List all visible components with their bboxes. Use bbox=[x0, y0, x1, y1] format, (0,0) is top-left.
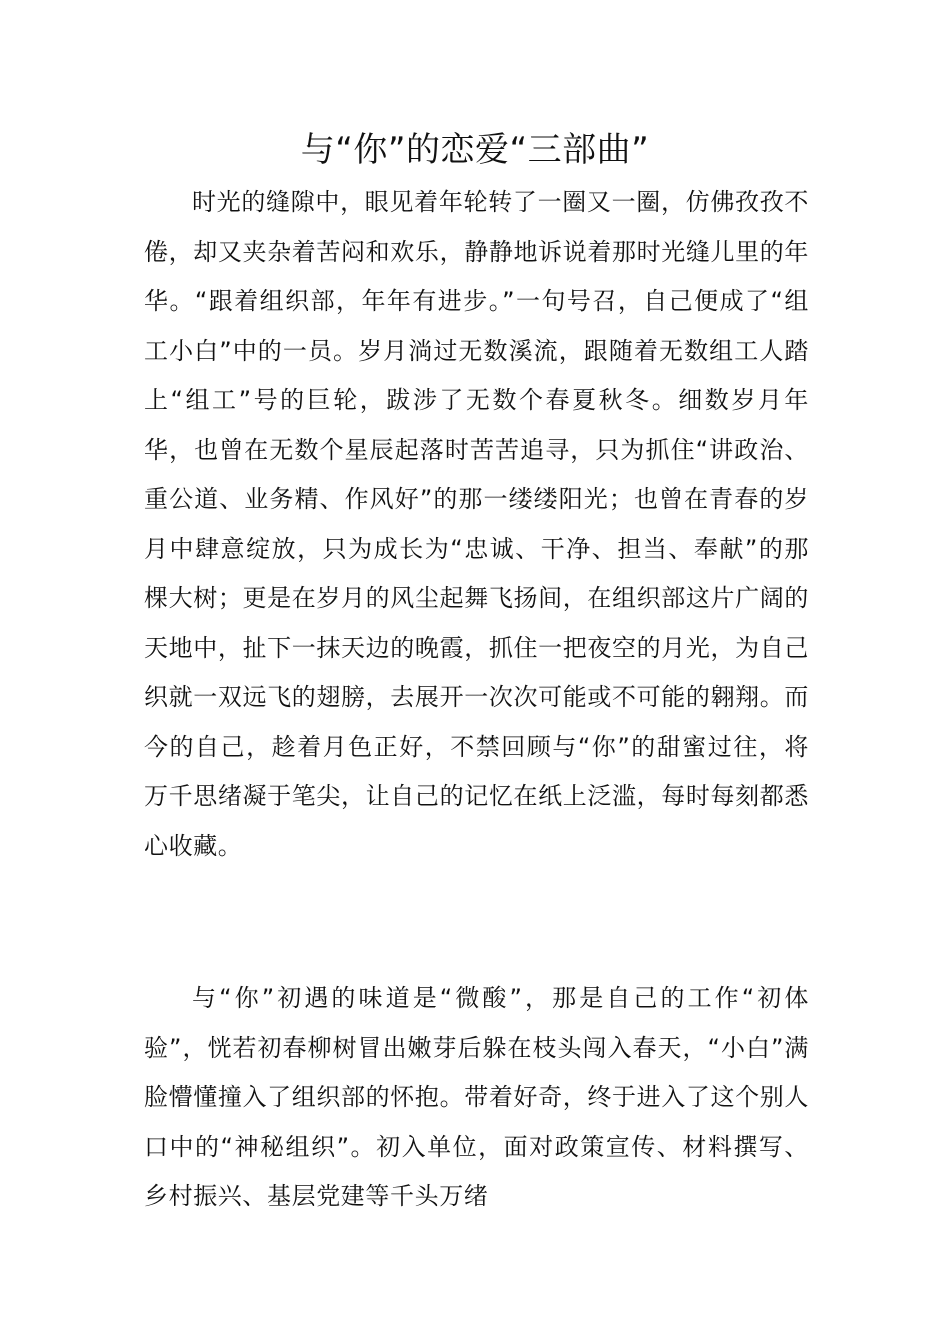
document-title: 与“你”的恋爱“三部曲” bbox=[300, 130, 650, 170]
body-paragraph: 与“你”初遇的味道是“微酸”，那是自己的工作“初体验”，恍若初春柳树冒出嫩芽后躲在枝头闯入春天，“小白”满脸懵懂撞入了组织部的怀抱。带着好奇，终于进入了这个别人口中的“神秘组织”。初入单位，面对政策宣传、材料撰写、乡村振兴、基层党建等千头万绪 bbox=[144, 984, 809, 1210]
body-paragraph: 时光的缝隙中，眼见着年轮转了一圈又一圈，仿佛孜孜不倦，却又夹杂着苦闷和欢乐，静静地诉说着那时光缝儿里的年华。“跟着组织部，年年有进步。”一句号召，自己便成了“组工小白”中的一员。岁月淌过无数溪流，跟随着无数组工人踏上“组工”号的巨轮，跋涉了无数个春夏秋冬。细数岁月年华，也曾在无数个星辰起落时苦苦追寻，只为抓住“讲政治、重公道、业务精、作风好”的那一缕缕阳光；也曾在青春的岁月中肆意绽放，只为成长为“忠诚、干净、担当、奉献”的那棵大树；更是在岁月的风尘起舞飞扬间，在组织部这片广阔的天地中，扯下一抹天边的晚霞，抓住一把夜空的月光，为自己织就一双远飞的翅膀，去展开一次次可能或不可能的翱翔。而今的自己，趁着月色正好，不禁回顾与“你”的甜蜜过往，将万千思绪凝于笔尖，让自己的记忆在纸上泛滥，每时每刻都悉心收藏。 bbox=[144, 188, 809, 860]
